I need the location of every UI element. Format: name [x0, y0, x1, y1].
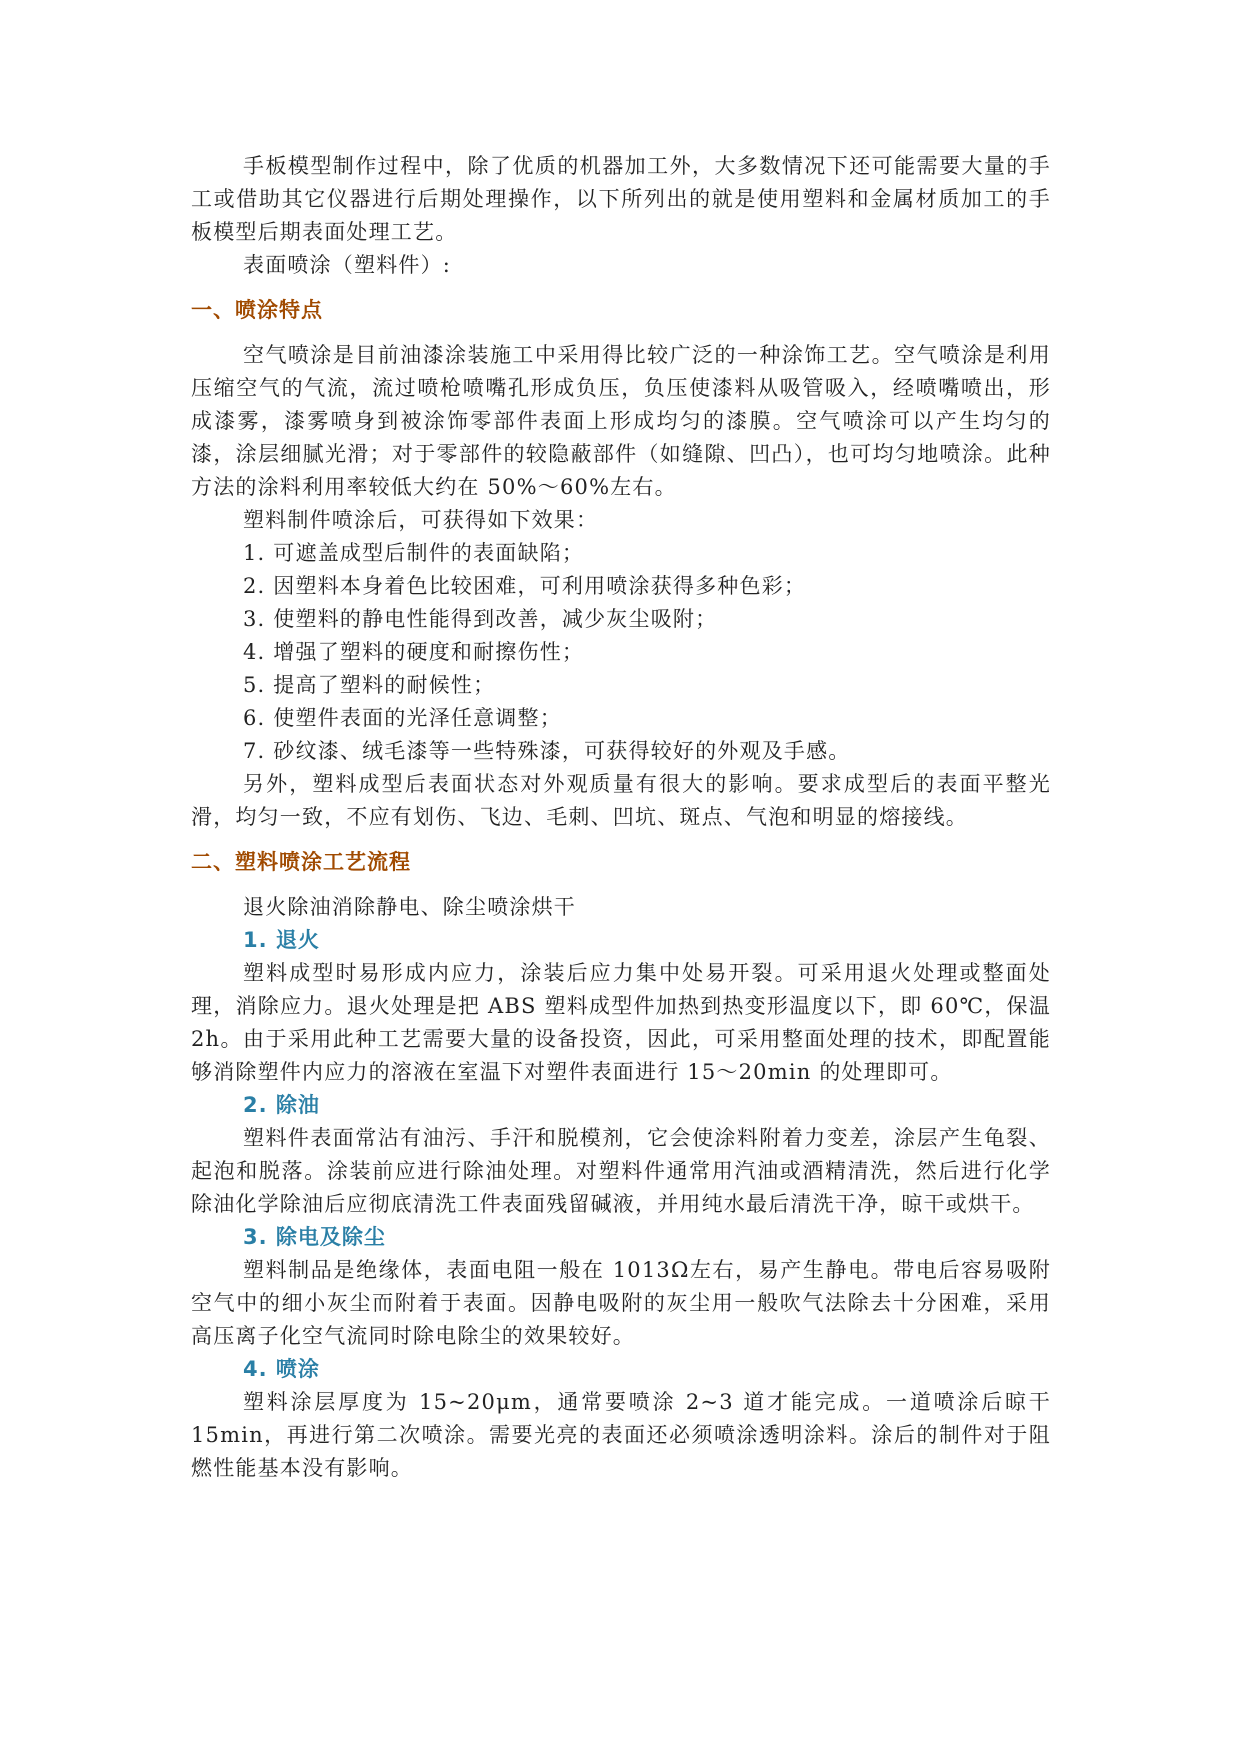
process-flow-line: 退火除油消除静电、除尘喷涂烘干	[243, 895, 576, 919]
intro-paragraph: 手板模型制作过程中，除了优质的机器加工外，大多数情况下还可能需要大量的手工或借助其它仪器进行后期处理操作，以下所列出的就是使用塑料和金属材质加工的手板模型后期表面处理工艺。	[191, 154, 1051, 244]
section-heading-process-flow: 二、塑料喷涂工艺流程	[191, 850, 411, 874]
document-page	[191, 150, 1051, 1485]
subheading-annealing: 1. 退火	[243, 928, 320, 952]
degreasing-paragraph: 塑料件表面常沾有油污、手汗和脱模剂，它会使涂料附着力变差，涂层产生龟裂、起泡和脱落。涂装前应进行除油处理。对塑料件通常用汽油或酒精清洗，然后进行化学除油化学除油后应彻底清洗工件表面残留碱液，并用纯水最后清洗干净，晾干或烘干。	[191, 1126, 1051, 1216]
surface-quality-paragraph: 另外，塑料成型后表面状态对外观质量有很大的影响。要求成型后的表面平整光滑，均匀一致，不应有划伤、飞边、毛刺、凹坑、斑点、气泡和明显的熔接线。	[191, 772, 1051, 829]
spray-effects-intro: 塑料制件喷涂后，可获得如下效果：	[243, 508, 599, 532]
intro-subtitle: 表面喷涂（塑料件）:	[243, 253, 452, 277]
list-item: 6. 使塑件表面的光泽任意调整；	[243, 706, 562, 730]
section-heading-spray-features: 一、喷涂特点	[191, 298, 323, 322]
annealing-paragraph: 塑料成型时易形成内应力，涂装后应力集中处易开裂。可采用退火处理或整面处理，消除应力。退火处理是把 ABS 塑料成型件加热到热变形温度以下，即 60℃，保温 2h。由于采用此种工艺需要大量的设备投资，因此，可采用整面处理的技术，即配置能够消除塑件内应力的溶液在室温下对塑件表面进行 15～20min 的处理即可。	[191, 961, 1051, 1084]
list-item: 4. 增强了塑料的硬度和耐擦伤性；	[243, 640, 585, 664]
spraying-paragraph: 塑料涂层厚度为 15~20μm，通常要喷涂 2~3 道才能完成。一道喷涂后晾干15min，再进行第二次喷涂。需要光亮的表面还必须喷涂透明涂料。涂后的制件对于阻燃性能基本没有影响。	[191, 1390, 1051, 1480]
list-item: 7. 砂纹漆、绒毛漆等一些特殊漆，可获得较好的外观及手感。	[243, 739, 851, 763]
spray-features-paragraph: 空气喷涂是目前油漆涂装施工中采用得比较广泛的一种涂饰工艺。空气喷涂是利用压缩空气的气流，流过喷枪喷嘴孔形成负压，负压使漆料从吸管吸入，经喷嘴喷出，形成漆雾，漆雾喷身到被涂饰零部件表面上形成均匀的漆膜。空气喷涂可以产生均匀的漆，涂层细腻光滑；对于零部件的较隐蔽部件（如缝隙、凹凸），也可均匀地喷涂。此种方法的涂料利用率较低大约在 50%～60%左右。	[191, 343, 1051, 499]
list-item: 3. 使塑料的静电性能得到改善，减少灰尘吸附；	[243, 607, 718, 631]
subheading-degreasing: 2. 除油	[243, 1093, 320, 1117]
subheading-spraying: 4. 喷涂	[243, 1357, 320, 1381]
subheading-static-dust-removal: 3. 除电及除尘	[243, 1225, 386, 1249]
effects-list	[191, 537, 1051, 768]
list-item: 2. 因塑料本身着色比较困难，可利用喷涂获得多种色彩；	[243, 574, 807, 598]
list-item: 5. 提高了塑料的耐候性；	[243, 673, 496, 697]
list-item: 1. 可遮盖成型后制件的表面缺陷；	[243, 541, 585, 565]
static-dust-paragraph: 塑料制品是绝缘体，表面电阻一般在 1013Ω左右，易产生静电。带电后容易吸附空气中的细小灰尘而附着于表面。因静电吸附的灰尘用一般吹气法除去十分困难，采用高压离子化空气流同时除电除尘的效果较好。	[191, 1258, 1051, 1348]
